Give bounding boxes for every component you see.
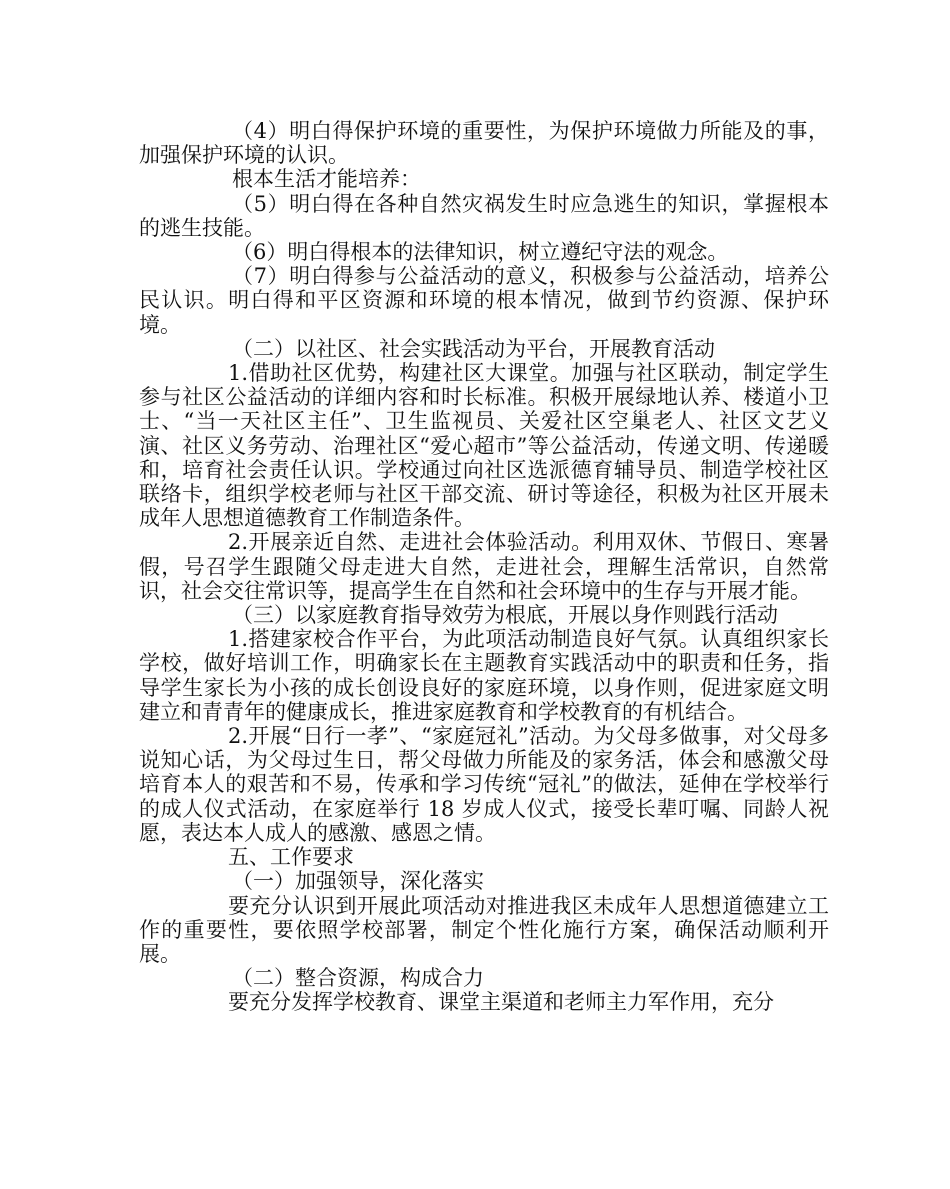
paragraph-item-7: （7）明白得参与公益活动的意义，积极参与公益活动，培养公民认识。明白得和平区资源和环境的根本情况，做到节约资源、保护环境。: [139, 264, 829, 337]
paragraph-home-school-platform: 1.搭建家校合作平台，为此项活动制造良好气氛。认真组织家长学校，做好培训工作，明确家长在主题教育实践活动中的职责和任务，指导学生家长为小孩的成长创设良好的家庭环境，以身作则，促进家庭文明建立和青青年的健康成长，推进家庭教育和学校教育的有机结合。: [139, 627, 829, 724]
paragraph-resources-detail: 要充分发挥学校教育、课堂主渠道和老师主力军作用，充分: [228, 990, 774, 1015]
heading-community-practice: （二）以社区、社会实践活动为平台，开展教育活动: [232, 336, 715, 361]
paragraph-filial-activities: 2.开展“日行一孝”、“家庭冠礼”活动。为父母多做事，对父母多说知心话，为父母过生日，帮父母做力所能及的家务活，体会和感激父母培育本人的艰苦和不易，传承和学习传统“冠礼”的做法，延伸在学校举行的成人仪式活动，在家庭举行 18 岁成人仪式，接受长辈叮嘱、同龄人祝愿，表达本人成人的感激、感恩之情。: [139, 724, 829, 845]
section-subheading-life-skills: 根本生活才能培养：: [232, 167, 421, 192]
heading-work-requirements: 五、工作要求: [228, 845, 354, 870]
paragraph-item-5: （5）明白得在各种自然灾祸发生时应急逃生的知识，掌握根本的逃生技能。: [139, 191, 829, 240]
heading-family-education: （三）以家庭教育指导效劳为根底，开展以身作则践行活动: [232, 603, 778, 628]
paragraph-nature-experience: 2.开展亲近自然、走进社会体验活动。利用双休、节假日、寒暑假，号召学生跟随父母走进大自然，走进社会，理解生活常识，自然常识，社会交往常识等，提高学生在自然和社会环境中的生存与开展才能。: [139, 530, 829, 603]
paragraph-item-4: （4）明白得保护环境的重要性，为保护环境做力所能及的事，加强保护环境的认识。: [139, 119, 829, 168]
paragraph-community-classroom: 1.借助社区优势，构建社区大课堂。加强与社区联动，制定学生参与社区公益活动的详细内容和时长标准。积极开展绿地认养、楼道小卫士、“当一天社区主任”、卫生监视员、关爱社区空巢老人、社区文艺义演、社区义务劳动、治理社区“爱心超市”等公益活动，传递文明、传递暖和，培育社会责任认识。学校通过向社区选派德育辅导员、制造学校社区联络卡，组织学校老师与社区干部交流、研讨等途径，积极为社区开展未成年人思想道德教育工作制造条件。: [139, 361, 829, 531]
paragraph-item-6: （6）明白得根本的法律知识，树立遵纪守法的观念。: [232, 240, 729, 265]
heading-integrate-resources: （二）整合资源，构成合力: [232, 966, 484, 991]
heading-strengthen-leadership: （一）加强领导，深化落实: [232, 869, 484, 894]
document-body: [139, 119, 829, 1015]
paragraph-leadership-detail: 要充分认识到开展此项活动对推进我区未成年人思想道德建立工作的重要性，要依照学校部署，制定个性化施行方案，确保活动顺利开展。: [139, 893, 829, 966]
